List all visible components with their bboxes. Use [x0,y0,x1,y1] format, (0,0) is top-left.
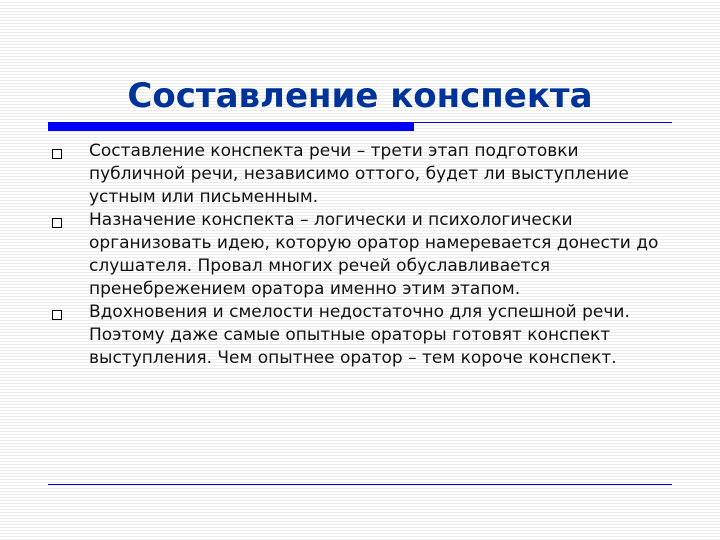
bullet-item [52,209,672,301]
square-bullet-icon [52,310,62,320]
title-underline-thick [48,123,414,131]
square-bullet-icon [52,149,62,159]
bullet-text: Назначение конспекта – логически и психологически организовать идею, которую оратор намеревается донести до слушателя. Провал многих речей обуславливается пренебрежением оратора именно этим этапом. [89,210,659,299]
bullet-item [52,140,672,209]
bullet-list [52,140,672,370]
slide-title: Составление конспекта [127,76,593,116]
square-bullet-icon [52,218,62,228]
bullet-item [52,301,672,370]
bullet-text: Вдохновения и смелости недостаточно для успешной речи. Поэтому даже самые опытные ораторы готовят конспект выступления. Чем опытнее оратор – тем короче конспект. [89,302,630,368]
footer-rule [48,484,672,485]
bullet-text: Составление конспекта речи – трети этап подготовки публичной речи, независимо оттого, будет ли выступление устным или письменным. [89,141,629,207]
